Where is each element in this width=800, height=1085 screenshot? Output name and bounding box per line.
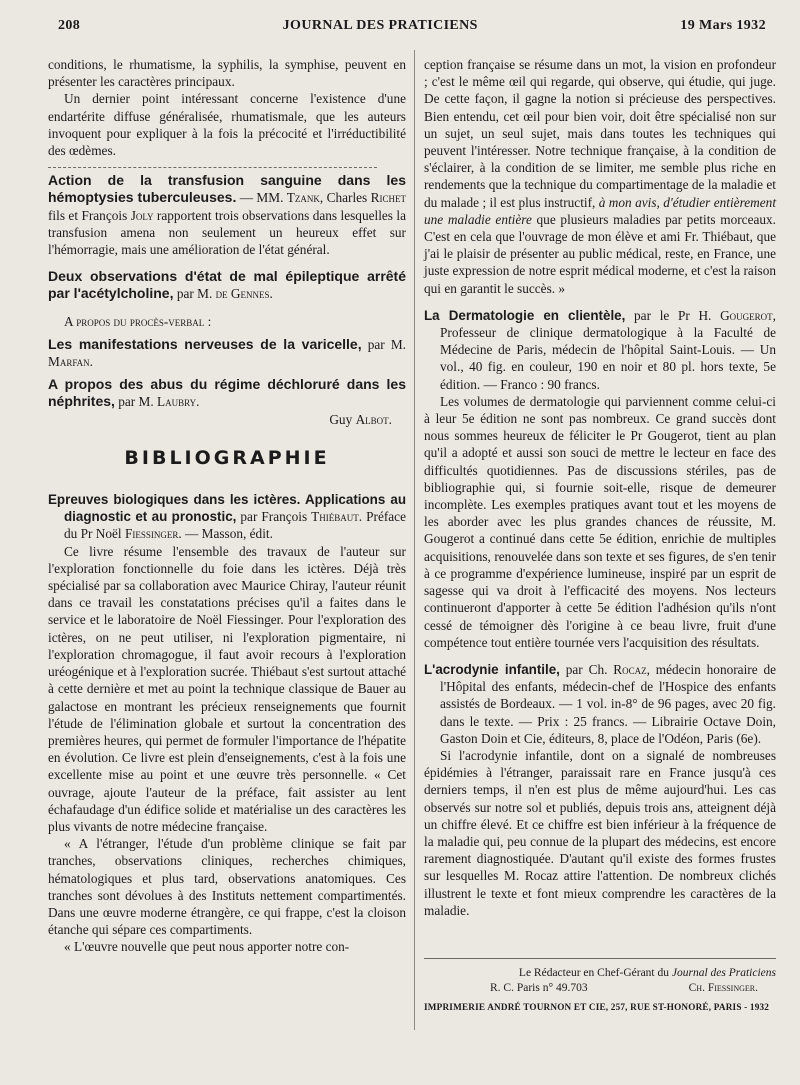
- author-name: Gougerot: [720, 307, 773, 323]
- review-paragraph: Ce livre résume l'ensemble des travaux de l'auteur sur l'exploration fonctionnelle du foie dans les ictères. Déjà très spécialisé par sa collaboration avec Maurice Chiray, l'auteur réunit dans ce travail les constatations précises qu'il a faites dans le service et le laboratoire de Noël Fiessinger. Pour l'exploration des ictères, on ne peut utiliser, ni l'exploration pigmentaire, ni l'exploration chromagogue, il faut avoir recours à l'exploration uréogénique et à l'exploration sucrée. Thiébaut s'est surtout attaché à cette dernière et met au point la technique classique de Bauer au galactose en montrant les précieux renseignements que fournit l'étude de l'élimination globale et surtout la concentration des premières heures, qui permet de formuler l'importance de l'hépatite en évolution. Ce livre est plein d'enseignements, c'est à la fois une excellente mise au point et une œuvre très personnelle. « Cet ouvrage, ajoute l'auteur de la préface, fait assister au lent échafaudage d'un édifice solide et matérialise un des caractères les plus vivants de notre médecine française.: [48, 543, 406, 834]
- italic-emphasis: à mon avis, d'étudier entièrement une maladie entière: [424, 194, 777, 227]
- author-name: Laubry: [157, 394, 197, 410]
- author-name: Marfan: [48, 354, 90, 370]
- entry-acrodynie: L'acrodynie infantile, par Ch. Rocaz, médecin honoraire de l'Hôpital des enfants, médecin-chef de l'Hospice des enfants assistés de Bordeaux. — 1 vol. in-8° de 96 pages, avec 20 fig. dans le texte. — Prix : 25 francs. — Librairie Octave Doin, Gaston Doin et Cie, éditeurs, 8, place de l'Odéon, Paris (6e).: [424, 661, 776, 746]
- review-paragraph: « A l'étranger, l'étude d'un problème clinique se fait par tranches, observations cliniques, recherches chimiques, hématologiques et plus tard, observations anatomiques. Ces tranches sont dévolues à des Instituts nettement compartimentés. Dans une œuvre moderne étrangère, ce qui frappe, c'est la cloison étanche qui sépare ces compartiments.: [48, 836, 406, 938]
- right-column: [424, 56, 776, 919]
- entry-transfusion: Action de la transfusion sanguine dans les hémoptysies tuberculeuses. — MM. Tzank, Charles Richet fils et François Joly rapportent trois observations dans lesquelles la transfusion amena non seulement un heureux effet sur l'hémorragie, mais une amélioration de l'état général.: [48, 172, 407, 258]
- ornament-rule: [48, 161, 377, 168]
- entry-title: Les manifestations nerveuses de la varicelle,: [48, 335, 362, 352]
- page-header: [58, 18, 766, 34]
- paragraph-endarterite: Un dernier point intéressant concerne l'existence d'une endartérite diffuse généralisée, rhumatismale, que les auteurs invoquent pour expliquer à la fois la précocité et l'irréductibilité des œdèmes.: [48, 91, 406, 159]
- entry-mal-epileptique: Deux observations d'état de mal épileptique arrêté par l'acétylcholine, par M. de Gennes.: [48, 268, 406, 302]
- entry-title: La Dermatologie en clientèle,: [424, 307, 626, 323]
- column-divider: [414, 50, 415, 1030]
- review-paragraph: Si l'acrodynie infantile, dont on a signalé de nombreuses épidémies à l'étranger, paraissait rare en France jusqu'à ces derniers temps, il n'en est plus de même aujourd'hui. Les cas observés sur notre sol et publiés, depuis trois ans, atteignent déjà un chiffre élevé. Et ce chiffre est bien inférieur à la fréquence de la maladie qui, peu connue de la plupart des médecins, est encore rarement diagnostiquée. D'autant qu'il existe des formes frustes sur lesquelles M. Rocaz attire l'attention. De nombreux clichés illustrent le texte et font mieux comprendre les caractères de la maladie.: [424, 747, 776, 918]
- entry-title: Epreuves biologiques dans les ictères. Applications au diagnostic et au pronostic,: [48, 492, 406, 525]
- entry-title: L'acrodynie infantile,: [424, 661, 560, 677]
- page-number: 208: [58, 18, 81, 33]
- paragraph-conditions: conditions, le rhumatisme, la syphilis, la symphise, peuvent en présenter les caractères principaux.: [48, 57, 406, 90]
- footer-registry: R. C. Paris n° 49.703 Ch. Fiessinger.: [490, 982, 758, 994]
- footer-redacteur: Le Rédacteur en Chef-Gérant du Journal des Praticiens: [518, 967, 776, 979]
- entry-dermatologie: La Dermatologie en clientèle, par le Pr H. Gougerot, Professeur de clinique dermatologique à la Faculté de Médecine de Paris, médecin de l'hôpital Saint-Louis. — Un vol., 40 fig. en couleur, 190 en noir et 80 pl. hors texte, 5e édition. — Franco : 90 francs.: [424, 307, 776, 392]
- footer-rule: [424, 958, 776, 959]
- proces-verbal-heading: A propos du procès-verbal :: [64, 313, 212, 329]
- entry-title: Action de la transfusion sanguine dans les hémoptysies tuberculeuses.: [48, 172, 406, 206]
- entry-regime: A propos des abus du régime déchloruré dans les néphrites, par M. Laubry.: [48, 376, 406, 410]
- author-name: Thiébaut: [311, 509, 359, 525]
- entry-title: Deux observations d'état de mal épileptique arrêté par l'acétylcholine,: [48, 268, 406, 302]
- review-continuation: ception française se résume dans un mot, la vision en profondeur ; c'est le même œil qui regarde, qui observe, qui étudie, qui juge. De cette façon, il gagne la notion si précieuse des perspectives. Bien entendu, cet œil pour bien voir, doit être spécialisé non sur un sujet, un seul sujet, mais dans toutes les techniques qui peuvent l'intéresser. Notre technique française, à la condition de s'éclairer, à la condition de se limiter, me semble plus riche en rendements que la technique du compartimentage de la maladie et du malade ; il est plus instructif, à mon avis, d'étudier entièrement une maladie entière que plusieurs maladies par petits morceaux. C'est en cela que l'ouvrage de mon élève et ami Fr. Thiébaut, que j'ai le plaisir de présenter au public médical, reste, en France, une juste expression de notre esprit médical moderne, et c'est la raison qui en garantit le succès. »: [424, 57, 777, 296]
- section-heading-bibliographie: BIBLIOGRAPHIE: [124, 446, 330, 469]
- author-name: Tzank: [286, 190, 320, 206]
- footer: [424, 966, 776, 996]
- author-name: Rocaz: [613, 661, 647, 677]
- author-name: Fiessinger: [124, 526, 179, 542]
- author-name: Richet: [370, 190, 406, 206]
- journal-title: JOURNAL DES PRATICIENS: [282, 18, 478, 33]
- entry-epreuves: Epreuves biologiques dans les ictères. Applications au diagnostic et au pronostic, par François Thiébaut. Préface du Pr Noël Fiessinger. — Masson, édit.: [48, 492, 406, 542]
- printer-imprint: IMPRIMERIE ANDRÉ TOURNON ET CIE, 257, RUE ST-HONORÉ, PARIS - 1932: [424, 1002, 770, 1012]
- review-paragraph: « L'œuvre nouvelle que peut nous apporter notre con-: [64, 939, 350, 955]
- left-column: [48, 56, 406, 956]
- signature: Guy Albot.: [329, 411, 392, 427]
- author-name: Joly: [130, 207, 154, 223]
- author-name: de Gennes: [215, 286, 270, 302]
- entry-title: A propos des abus du régime déchloruré dans les néphrites,: [48, 376, 406, 410]
- issue-date: 19 Mars 1932: [680, 18, 766, 33]
- review-paragraph: Les volumes de dermatologie qui parviennent comme celui-ci à leur 5e édition ne sont pas nombreux. Ce grand succès dont nous sommes heureux de féliciter le Pr Gougerot, tient au plan qu'il a adopté et aussi son souci de mettre le lecteur en face des difficultés quotidiennes. Pas de discussions stériles, pas de bibliographie qui, si fournie soit-elle, risque de demeurer incomplète. Les exemples pratiques avant tout et les moyens de les aborder avec les plus grandes chances de réussite, M. Gougerot a continué dans cette 5e édition, enrichie de multiples acquisitions, renouvelée dans son texte et ses figures, de s'en tenir à ce programme d'expérience lumineuse, inspiré par un esprit de sagesse qui va droit à l'efficacité des moyens. Nos lecteurs continueront d'apporter à cette 5e édition l'adhésion qu'ils n'ont cessé de témoigner dès l'origine à ce beau livre, fruit d'une compétence tout entière tournée vers l'acquisition des résultats.: [424, 393, 776, 650]
- entry-varicelle: Les manifestations nerveuses de la varicelle, par M. Marfan.: [48, 335, 407, 370]
